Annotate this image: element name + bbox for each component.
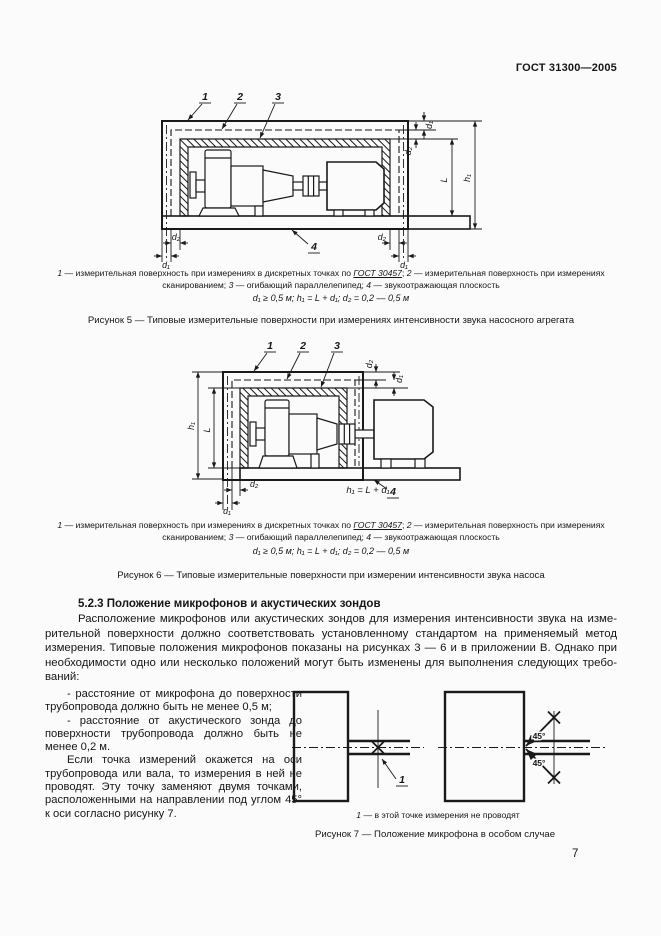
figure7-caption: Рисунок 7 — Положение микрофона в особом случае (314, 829, 556, 840)
angle-label-lower: 45° (532, 758, 546, 768)
figure6-dimensions-top-right (347, 359, 408, 396)
machine-body (294, 692, 348, 801)
pump-foot (199, 208, 239, 216)
pump-casing (205, 150, 231, 208)
leader-1: 1 (202, 91, 208, 103)
dim-d2: d₂ (250, 479, 259, 489)
paragraph-45-deg: Если точка измерений окажется на оси трубопровода или вала, то измерения в ней не проводят. Эту точку заменяют двумя точками, расположенными на направлении под углом 45° к оси согласно рисунку 7. (45, 754, 302, 820)
suction-flange (250, 422, 256, 446)
dim-L: L (202, 427, 212, 433)
reflecting-plane (162, 216, 470, 229)
suction-flange (190, 172, 196, 198)
pump-unit (190, 150, 384, 216)
leader-2: 2 (300, 340, 306, 352)
dim-d2: d₂ (403, 146, 413, 156)
motor (374, 400, 433, 468)
figure6-formula: d₁ ≥ 0,5 м; h₁ = L + d₁; d₂ = 0,2 — 0,5 м (252, 546, 410, 556)
legend-num: 1 (57, 520, 63, 530)
dim-d2: d₂ (364, 359, 374, 369)
figure7-right (438, 692, 608, 801)
motor (327, 162, 384, 216)
leader-1: 1 (267, 340, 273, 352)
leader-4: 4 (311, 241, 317, 253)
legend-num: 2 (406, 520, 412, 530)
figure5-legend: 1 — измерительная поверхность при измерениях в дискретных точках по ГОСТ 30457; 2 — измерительная поверхность при измерениях сканированием; 3 — огибающий параллелепипед; 4 — звукоотражающая плоскость (57, 268, 605, 290)
requirement-2: - расстояние от акустического зонда до поверхности трубопровода должно быть не менее 0,2 м. (45, 714, 302, 754)
dim-d1: d₁ (223, 506, 231, 516)
dim-h1: h₁ (462, 174, 472, 182)
leader-3: 3 (334, 340, 340, 352)
leader-1: 1 (399, 774, 405, 786)
angle-label-upper: 45° (532, 731, 546, 741)
figure6-inline-formula: h₁ = L + d₁ (346, 485, 390, 496)
figure6-drawing (168, 338, 478, 516)
reflecting-plane (240, 468, 460, 480)
coupling (339, 424, 355, 444)
figure5-drawing (118, 88, 538, 272)
section-intro: Расположение микрофонов или акустических зондов для измерения интенсивности звука на измерительной поверхности должно соответствовать установленному стандартом на применяемый метод измерения. Типовые положения микрофонов показаны на рисунках 3 — 6 и в приложении В. Однако при необходимости одно или несколько положений могут быть изменены для выполнения следующих требований: (45, 613, 617, 683)
machine-body (445, 692, 524, 801)
figure5-caption: Рисунок 5 — Типовые измерительные поверхности при измерениях интенсивности звука насосного агрегата (87, 315, 575, 326)
figure5-formula: d₁ ≥ 0,5 м; h₁ = L + d₁; d₂ = 0,2 — 0,5 м (252, 293, 410, 303)
figure7-note: 1 — в этой точке измерения не проводят (356, 810, 520, 820)
figure5-dimensions-bottom-left (154, 229, 188, 270)
dim-d1: d₁ (394, 375, 404, 383)
figure6-caption: Рисунок 6 — Типовые измерительные поверхности при измерении интенсивности звука насоса (117, 570, 545, 581)
requirements-column (45, 688, 302, 821)
page-number: 7 (572, 848, 579, 860)
legend-num: 3 (228, 279, 234, 290)
legend-num: 3 (228, 531, 234, 542)
section-heading: 5.2.3 Положение микрофонов и акустических зондов (78, 598, 381, 610)
dim-d2: d₂ (377, 232, 386, 242)
gost-30457-link[interactable]: ГОСТ 30457 (353, 268, 402, 278)
dim-h1: h₁ (186, 422, 196, 430)
figure7-drawing (292, 684, 622, 810)
leader-3: 3 (275, 91, 281, 103)
pump-foot (259, 456, 297, 468)
dim-d1: d₁ (424, 121, 434, 129)
requirement-1: - расстояние от микрофона до поверхности трубопровода должно быть не менее 0,5 м; (45, 688, 302, 714)
dim-L: L (439, 177, 449, 183)
legend-num: 2 (406, 268, 412, 278)
figure6-legend: 1 — измерительная поверхность при измерениях в дискретных точках по ГОСТ 30457; 2 — измерительная поверхность при измерениях сканированием; 3 — огибающий параллелепипед; 4 — звукоотражающая плоскость (57, 520, 605, 542)
leader-2: 2 (237, 91, 243, 103)
figure5-dimensions-bottom-right (378, 229, 416, 270)
bearing-frame (289, 414, 317, 454)
dim-d1: d₁ (162, 260, 170, 270)
legend-num: 4 (366, 279, 372, 290)
legend-num: 4 (366, 531, 372, 542)
dim-d2: d₂ (171, 232, 181, 242)
page-title: ГОСТ 31300—2005 (515, 62, 617, 74)
coupling (303, 176, 319, 196)
dim-d1: d₁ (400, 260, 408, 270)
bearing-frame (231, 166, 263, 206)
leader-4: 4 (390, 486, 396, 498)
figure7-left (292, 692, 424, 801)
legend-num: 1 (57, 268, 63, 278)
gost-30457-link[interactable]: ГОСТ 30457 (353, 520, 402, 530)
